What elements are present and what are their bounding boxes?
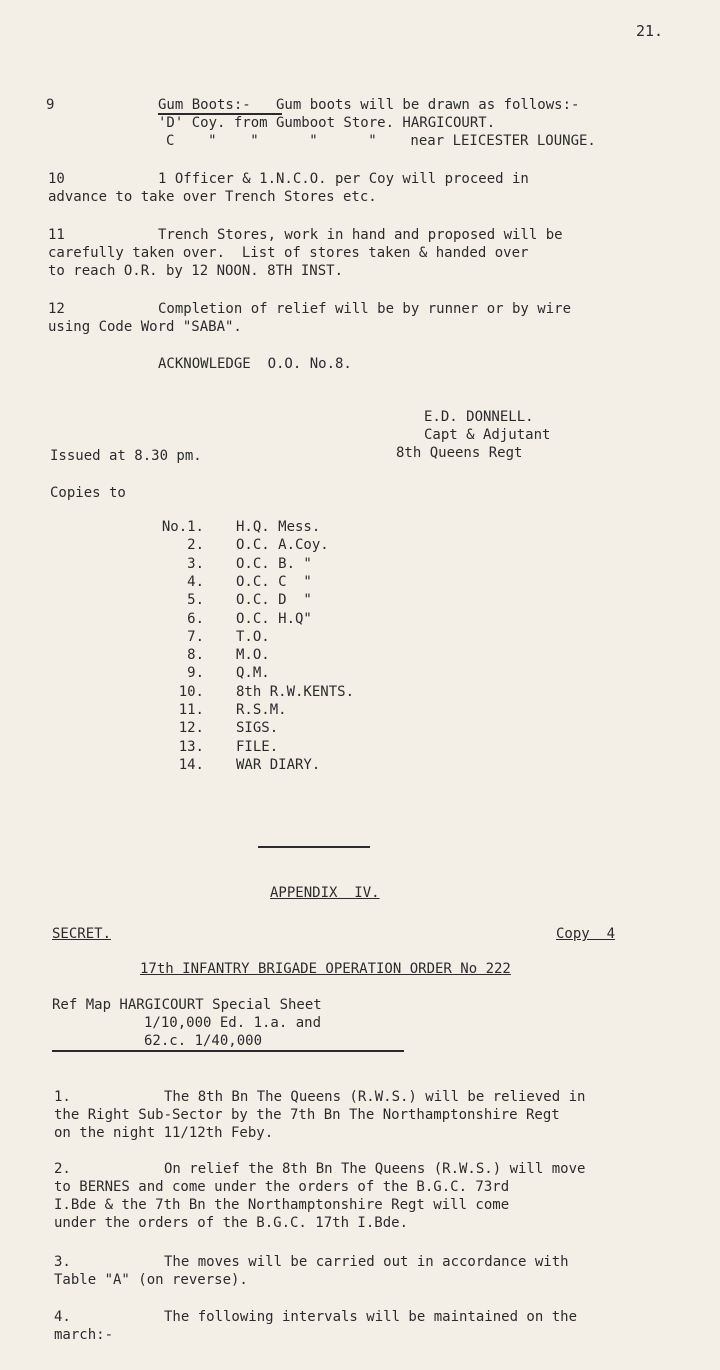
copy-recipient: O.C. H.Q"	[236, 611, 312, 627]
copy-recipient: SIGS.	[236, 720, 279, 736]
para-2-line-4: under the orders of the B.G.C. 17th I.Bde.	[54, 1215, 409, 1231]
copy-recipient: R.S.M.	[236, 702, 287, 718]
item-10-line-1: 1 Officer & 1.N.C.O. per Coy will proceed in	[158, 171, 529, 187]
copy-number-label: 8.	[187, 647, 204, 663]
para-number-4: 4.	[54, 1309, 71, 1325]
page-number: 21.	[636, 22, 664, 40]
item-9-line-3: C " " " " near LEICESTER LOUNGE.	[166, 133, 596, 149]
copy-number-label: 3.	[187, 556, 204, 572]
item-12-line-2: using Code Word "SABA".	[48, 319, 242, 335]
copy-number: Copy 4	[556, 926, 616, 942]
item-number-11: 11	[48, 227, 65, 243]
copy-recipient: O.C. C "	[236, 574, 312, 590]
appendix-heading: APPENDIX IV.	[270, 885, 380, 901]
copy-number-label: 13.	[178, 739, 204, 755]
para-2-line-2: to BERNES and come under the orders of the B.G.C. 73rd	[54, 1179, 510, 1195]
item-9-line-1: Gum Boots:- Gum boots will be drawn as follows:-	[158, 97, 580, 113]
copy-recipient: FILE.	[236, 739, 279, 755]
signature-name: E.D. DONNELL.	[424, 409, 534, 425]
order-title: 17th INFANTRY BRIGADE OPERATION ORDER No 222	[140, 961, 511, 977]
ref-map-line-3: 62.c. 1/40,000	[144, 1033, 263, 1049]
para-2-line-3: I.Bde & the 7th Bn the Northamptonshire Regt will come	[54, 1197, 510, 1213]
copy-recipient: O.C. A.Coy.	[236, 537, 329, 553]
item-number-10: 10	[48, 171, 65, 187]
ref-map-line-1: Ref Map HARGICOURT Special Sheet	[52, 997, 322, 1013]
copy-recipient: WAR DIARY.	[236, 757, 321, 773]
para-4-line-2: march:-	[54, 1327, 114, 1343]
copy-recipient: 8th R.W.KENTS.	[236, 684, 355, 700]
para-1-line-1: The 8th Bn The Queens (R.W.S.) will be relieved in	[164, 1089, 586, 1105]
section-divider	[258, 846, 370, 848]
para-3-line-1: The moves will be carried out in accordance with	[164, 1254, 569, 1270]
para-2-line-1: On relief the 8th Bn The Queens (R.W.S.) will move	[164, 1161, 586, 1177]
para-3-line-2: Table "A" (on reverse).	[54, 1272, 248, 1288]
para-1-line-3: on the night 11/12th Feby.	[54, 1125, 274, 1141]
item-9-line-2: 'D' Coy. from Gumboot Store. HARGICOURT.	[158, 115, 496, 131]
para-number-3: 3.	[54, 1254, 71, 1270]
para-number-2: 2.	[54, 1161, 71, 1177]
copy-number-label: 6.	[187, 611, 204, 627]
copy-number-label: 7.	[187, 629, 204, 645]
copy-recipient: Q.M.	[236, 665, 270, 681]
copy-recipient: M.O.	[236, 647, 270, 663]
copy-number-label: 2.	[187, 537, 204, 553]
copy-number-label: 12.	[178, 720, 204, 736]
copy-recipient: T.O.	[236, 629, 270, 645]
copy-number-label: 10.	[178, 684, 204, 700]
copy-recipient: O.C. B. "	[236, 556, 312, 572]
para-1-line-2: the Right Sub-Sector by the 7th Bn The Northamptonshire Regt	[54, 1107, 560, 1123]
item-12-line-1: Completion of relief will be by runner or by wire	[158, 301, 572, 317]
item-11-line-2: carefully taken over. List of stores taken & handed over	[48, 245, 529, 261]
acknowledge-line: ACKNOWLEDGE O.O. No.8.	[158, 356, 352, 372]
para-number-1: 1.	[54, 1089, 71, 1105]
para-4-line-1: The following intervals will be maintained on the	[164, 1309, 578, 1325]
secret-label: SECRET.	[52, 926, 112, 942]
ref-map-underline	[52, 1050, 404, 1052]
copy-number-label: 4.	[187, 574, 204, 590]
item-10-line-2: advance to take over Trench Stores etc.	[48, 189, 377, 205]
copy-number-label: 11.	[178, 702, 204, 718]
copies-heading: Copies to	[50, 485, 126, 501]
copy-number-label: 9.	[187, 665, 204, 681]
copy-recipient: H.Q. Mess.	[236, 519, 321, 535]
copy-number-label: 14.	[178, 757, 204, 773]
copy-number-label: No.1.	[161, 519, 204, 535]
signature-unit: 8th Queens Regt	[396, 445, 523, 461]
item-11-line-3: to reach O.R. by 12 NOON. 8TH INST.	[48, 263, 344, 279]
ref-map-line-2: 1/10,000 Ed. 1.a. and	[144, 1015, 322, 1031]
item-number-12: 12	[48, 301, 65, 317]
signature-rank: Capt & Adjutant	[424, 427, 551, 443]
copy-number-label: 5.	[187, 592, 204, 608]
issued-time: Issued at 8.30 pm.	[50, 448, 202, 464]
item-number-9: 9	[46, 97, 55, 113]
copy-recipient: O.C. D "	[236, 592, 312, 608]
item-11-line-1: Trench Stores, work in hand and proposed will be	[158, 227, 563, 243]
